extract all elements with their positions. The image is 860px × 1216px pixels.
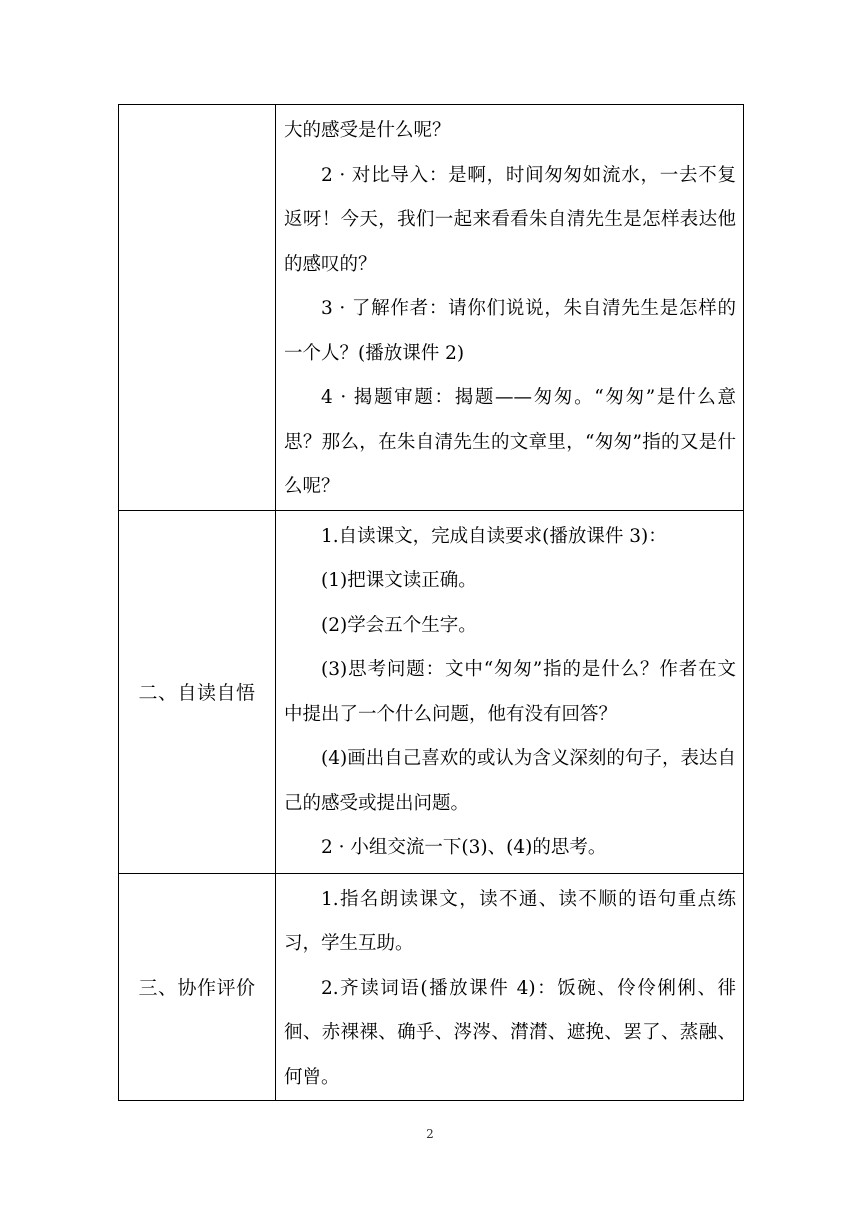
paragraph: (3)思考问题：文中“匆匆”指的是什么？作者在文中提出了一个什么问题，他有没有回答？ bbox=[284, 659, 736, 725]
paragraph: 大的感受是什么呢？ bbox=[284, 120, 451, 141]
paragraph: 2.齐读词语(播放课件 4)：饭碗、伶伶俐俐、徘徊、赤裸裸、确乎、涔涔、潸潸、遮挽、罢了、蒸融、何曾。 bbox=[284, 977, 736, 1088]
paragraph: 4 · 揭题审题：揭题——匆匆。“匆匆”是什么意思？那么，在朱自清先生的文章里，“匆匆”指的又是什么呢？ bbox=[284, 387, 736, 497]
table-row bbox=[119, 510, 744, 873]
paragraph: (1)把课文读正确。 bbox=[321, 570, 477, 591]
content-cell bbox=[276, 105, 744, 511]
paragraph: 2 · 小组交流一下(3)、(4)的思考。 bbox=[321, 837, 607, 858]
lesson-plan-table bbox=[118, 104, 744, 1101]
table-row bbox=[119, 105, 744, 511]
page-number: 2 bbox=[426, 1127, 434, 1141]
paragraph: 2 · 对比导入：是啊，时间匆匆如流水，一去不复返呀！今天，我们一起来看看朱自清先生是怎样表达他的感叹的？ bbox=[284, 164, 736, 275]
paragraph: (4)画出自己喜欢的或认为含义深刻的句子，表达自己的感受或提出问题。 bbox=[284, 748, 736, 814]
stage-label-cell: 二、自读自悟 bbox=[119, 510, 276, 873]
stage-label-cell: 三、协作评价 bbox=[119, 873, 276, 1101]
paragraph: 3 · 了解作者：请你们说说，朱自清先生是怎样的一个人？(播放课件 2) bbox=[284, 298, 736, 364]
paragraph: (2)学会五个生字。 bbox=[321, 614, 477, 636]
paragraph: 1.自读课文，完成自读要求(播放课件 3)： bbox=[321, 525, 667, 547]
paragraph: 1.指名朗读课文，读不通、读不顺的语句重点练习，学生互助。 bbox=[284, 888, 736, 954]
content-cell bbox=[276, 510, 744, 873]
table-row bbox=[119, 873, 744, 1101]
content-cell bbox=[276, 873, 744, 1101]
stage-label-cell bbox=[119, 105, 276, 511]
